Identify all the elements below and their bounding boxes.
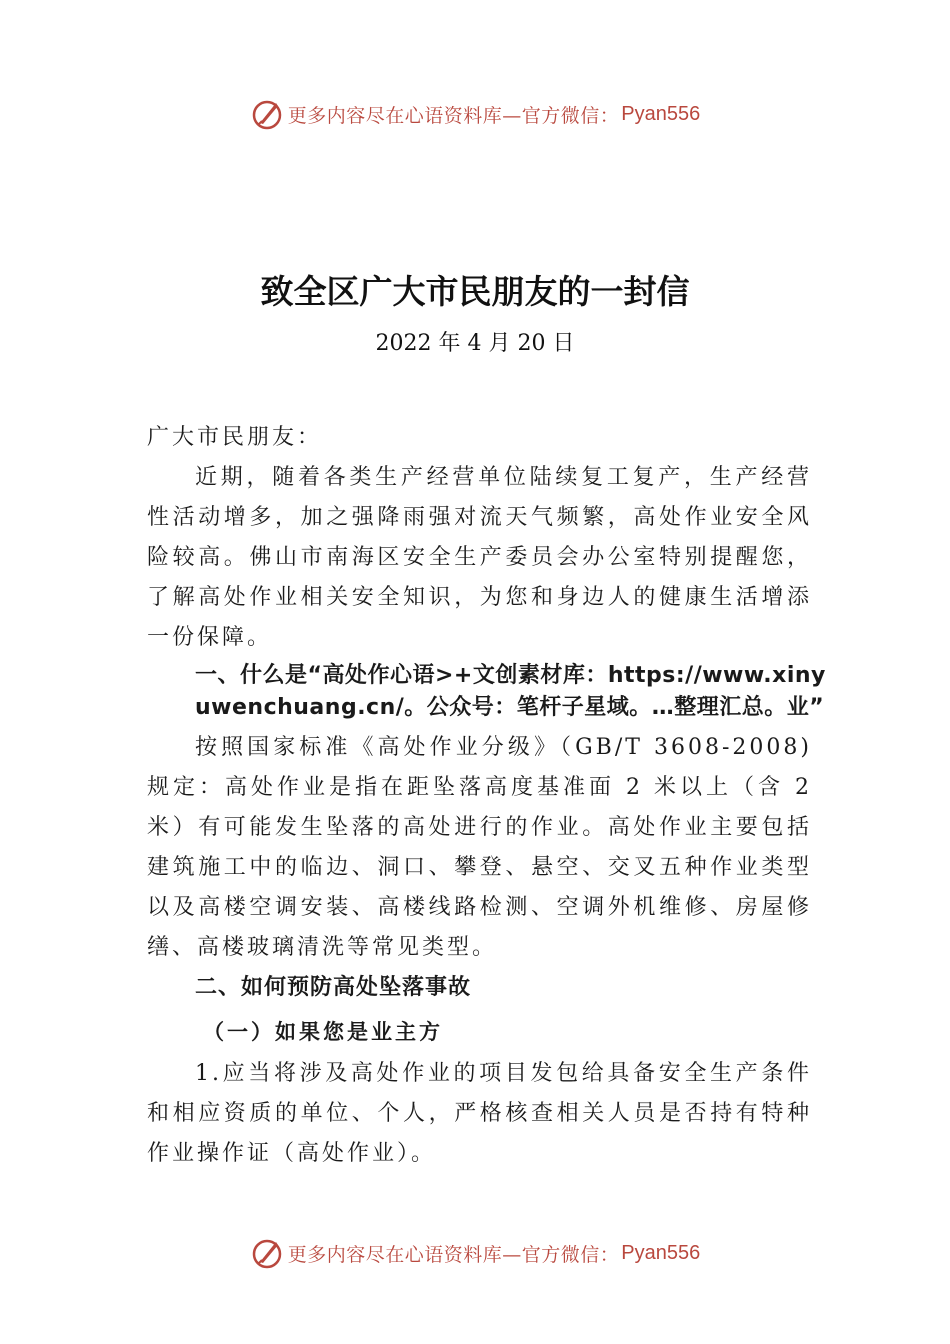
quill-logo-icon <box>250 97 284 131</box>
subsection1-heading: （一）如果您是业主方 <box>203 1019 443 1044</box>
watermark-id: Pyan556 <box>621 102 701 125</box>
section1-paragraph: 按照国家标准《高处作业分级》（GB/T 3608-2008)规定：高处作业是指在距坠落高度基准面 2 米以上（含 2 米）有可能发生坠落的高处进行的作业。高处作业主要包括建筑施工中的临边、洞口、攀登、悬空、交叉五种作业类型以及高楼空调安装、高楼线路检测、空调外机维修、房屋修缮、高楼玻璃清洗等常见类型。 <box>147 735 812 960</box>
section2-heading: 二、如何预防高处坠落事故 <box>195 975 472 1000</box>
watermark-header <box>0 94 950 134</box>
watermark-text: 更多内容尽在心语资料库—官方微信： <box>287 1243 620 1266</box>
salutation: 广大市民朋友： <box>147 425 323 450</box>
item1-paragraph: 1.应当将涉及高处作业的项目发包给具备安全生产条件和相应资质的单位、个人，严格核查相关人员是否持有特种作业操作证（高处作业）。 <box>147 1061 812 1166</box>
quill-logo-icon <box>250 1236 284 1270</box>
intro-paragraph: 近期，随着各类生产经营单位陆续复工复产，生产经营性活动增多，加之强降雨强对流天气频繁，高处作业安全风险较高。佛山市南海区安全生产委员会办公室特别提醒您，了解高处作业相关安全知识，为您和身边人的健康生活增添一份保障。 <box>147 465 812 650</box>
document-date: 2022 年 4 月 20 日 <box>375 331 575 356</box>
letter-body <box>147 418 826 1174</box>
watermark-footer <box>0 1233 950 1273</box>
section1-heading: 一、什么是“高处作心语>+文创素材库：https://www.xinyuwenchuang.cn/。公众号：笔杆子星域。…整理汇总。业” <box>195 663 826 720</box>
document-title: 致全区广大市民朋友的一封信 <box>260 272 690 311</box>
watermark-id: Pyan556 <box>621 1241 701 1264</box>
watermark-text: 更多内容尽在心语资料库—官方微信： <box>287 104 620 127</box>
